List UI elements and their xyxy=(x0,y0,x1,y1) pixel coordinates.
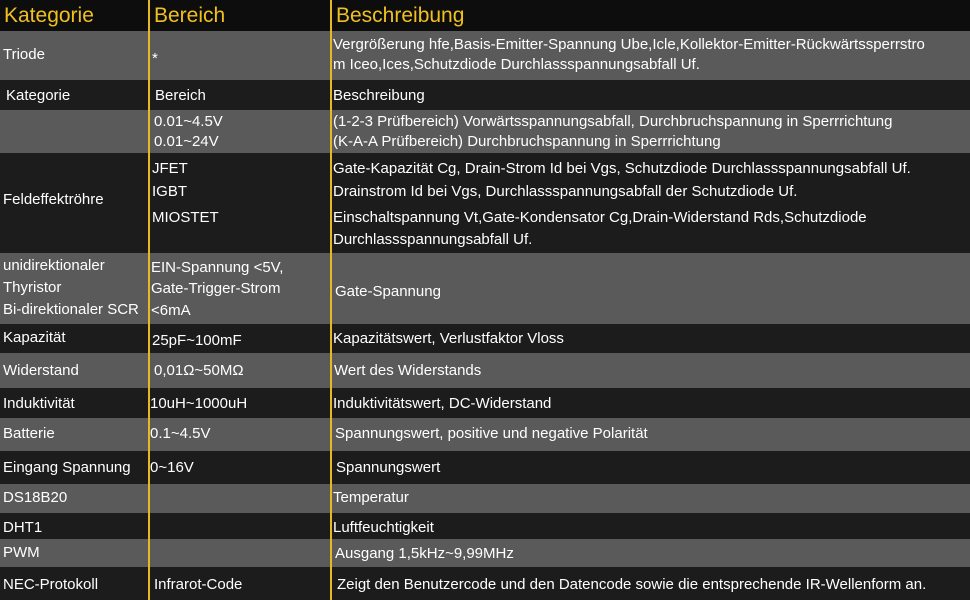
nec-beschreibung: Zeigt den Benutzercode und den Datencode sowie die entsprechende IR-Wellenform an. xyxy=(337,576,927,593)
fet-kategorie: Feldeffektröhre xyxy=(3,191,104,208)
fet-jfet: JFET xyxy=(152,160,188,177)
table-row-eingang-spannung xyxy=(0,451,970,484)
kapazitaet-kategorie: Kapazität xyxy=(3,329,66,346)
fet-miostet-desc-1: Einschaltspannung Vt,Gate-Kondensator Cg,Drain-Widerstand Rds,Schutzdiode xyxy=(333,209,867,226)
pwm-kategorie: PWM xyxy=(3,544,40,561)
table-row-pwm xyxy=(0,539,970,567)
column-divider-2 xyxy=(330,0,332,600)
triode-beschreibung-2: m Iceo,Ices,Schutzdiode Durchlassspannungsabfall Uf. xyxy=(333,56,700,73)
ds18b20-beschreibung: Temperatur xyxy=(333,489,409,506)
header-beschreibung: Beschreibung xyxy=(336,4,465,27)
fet-igbt-desc: Drainstrom Id bei Vgs, Durchlassspannungsabfall der Schutzdiode Uf. xyxy=(333,183,798,200)
thyristor-bereich-2: Gate-Trigger-Strom xyxy=(151,280,281,297)
thyristor-bereich-1: EIN-Spannung <5V, xyxy=(151,259,284,276)
table-row-triode xyxy=(0,31,970,80)
subheader-bereich: Bereich xyxy=(155,87,206,104)
diode-beschreibung-1: (1-2-3 Prüfbereich) Vorwärtsspannungsabfall, Durchbruchspannung in Sperrrichtung xyxy=(333,113,893,130)
table-header xyxy=(0,0,970,31)
table-row-feldeffektroehre xyxy=(0,153,970,253)
diode-bereich-1: 0.01~4.5V xyxy=(154,113,223,130)
table-row-nec-protokoll xyxy=(0,567,970,600)
eingang-beschreibung: Spannungswert xyxy=(336,459,441,476)
subheader-kategorie: Kategorie xyxy=(6,87,71,104)
induktivitaet-kategorie: Induktivität xyxy=(3,395,75,412)
eingang-bereich: 0~16V xyxy=(150,459,194,476)
diode-beschreibung-2: (K-A-A Prüfbereich) Durchbruchspannung in Sperrrichtung xyxy=(333,133,721,150)
ds18b20-kategorie: DS18B20 xyxy=(3,489,68,506)
nec-kategorie: NEC-Protokoll xyxy=(3,576,99,593)
header-kategorie: Kategorie xyxy=(4,4,94,27)
diode-bereich-2: 0.01~24V xyxy=(154,133,219,150)
thyristor-kategorie-1: unidirektionaler xyxy=(3,257,105,274)
batterie-kategorie: Batterie xyxy=(3,425,55,442)
table-row-kapazitaet xyxy=(0,324,970,353)
thyristor-kategorie-2: Thyristor xyxy=(3,279,62,296)
table-row-thyristor xyxy=(0,253,970,324)
fet-igbt: IGBT xyxy=(152,183,188,200)
thyristor-kategorie-3: Bi-direktionaler SCR xyxy=(3,301,139,318)
column-divider-1 xyxy=(148,0,150,600)
eingang-kategorie: Eingang Spannung xyxy=(3,459,131,476)
triode-beschreibung-1: Vergrößerung hfe,Basis-Emitter-Spannung Ube,Icle,Kollektor-Emitter-Rückwärtssperrstro xyxy=(333,36,925,53)
triode-bereich: * xyxy=(152,50,158,67)
fet-miostet-desc-2: Durchlassspannungsabfall Uf. xyxy=(333,231,533,248)
table-row-diode xyxy=(0,110,970,153)
induktivitaet-beschreibung: Induktivitätswert, DC-Widerstand xyxy=(333,395,552,412)
subheader-beschreibung: Beschreibung xyxy=(333,87,425,104)
widerstand-kategorie: Widerstand xyxy=(3,362,79,379)
kapazitaet-bereich: 25pF~100mF xyxy=(152,332,242,349)
table-row-batterie xyxy=(0,418,970,451)
widerstand-beschreibung: Wert des Widerstands xyxy=(334,362,482,379)
table-row-induktivitaet xyxy=(0,388,970,418)
thyristor-beschreibung: Gate-Spannung xyxy=(335,283,441,300)
table-row-dht1 xyxy=(0,513,970,539)
fet-jfet-desc: Gate-Kapazität Cg, Drain-Strom Id bei Vgs, Schutzdiode Durchlassspannungsabfall Uf. xyxy=(333,160,911,177)
widerstand-bereich: 0,01Ω~50MΩ xyxy=(154,362,244,379)
induktivitaet-bereich: 10uH~1000uH xyxy=(150,395,248,412)
batterie-bereich: 0.1~4.5V xyxy=(150,425,211,442)
table-row-subheader xyxy=(0,80,970,110)
batterie-beschreibung: Spannungswert, positive und negative Polarität xyxy=(335,425,648,442)
table-row-widerstand xyxy=(0,353,970,388)
dht1-kategorie: DHT1 xyxy=(3,519,43,536)
pwm-beschreibung: Ausgang 1,5kHz~9,99MHz xyxy=(335,545,514,562)
fet-miostet: MIOSTET xyxy=(152,209,219,226)
triode-kategorie: Triode xyxy=(3,46,45,63)
table-row-ds18b20 xyxy=(0,484,970,513)
thyristor-bereich-3: <6mA xyxy=(151,302,191,319)
nec-bereich: Infrarot-Code xyxy=(154,576,243,593)
header-bereich: Bereich xyxy=(154,4,226,27)
kapazitaet-beschreibung: Kapazitätswert, Verlustfaktor Vloss xyxy=(333,330,564,347)
dht1-beschreibung: Luftfeuchtigkeit xyxy=(333,519,434,536)
